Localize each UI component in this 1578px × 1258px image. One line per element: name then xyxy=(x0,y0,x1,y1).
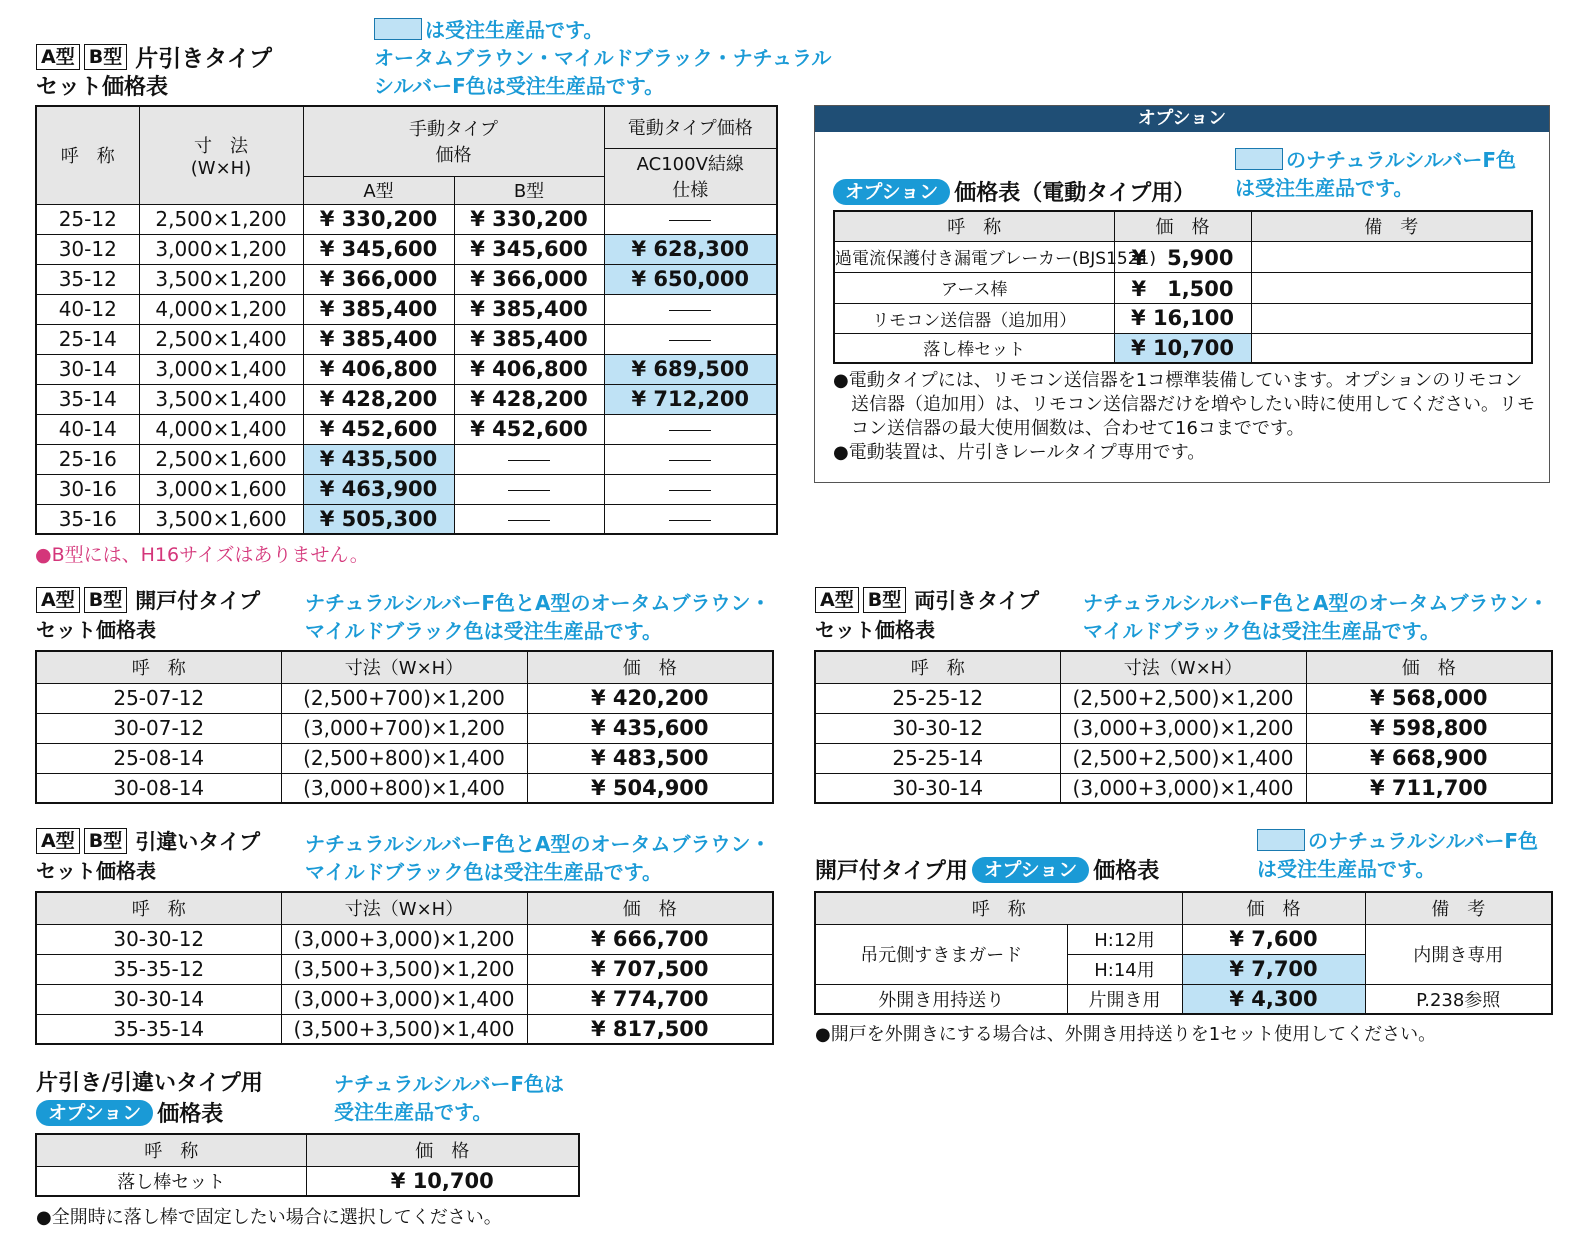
row-price-electric: ¥ 689,500 xyxy=(604,354,777,384)
kaito-option-note: ●開戸を外開きにする場合は、外開き用持送りを1セット使用してください。 xyxy=(815,1024,1437,1045)
row-price: ¥ 598,800 xyxy=(1306,713,1552,743)
table-row xyxy=(36,773,773,803)
row-name: 25-07-12 xyxy=(36,683,281,713)
row-price-electric xyxy=(604,204,777,234)
row-size: (3,000+3,000)×1,200 xyxy=(1060,713,1306,743)
katabiki-heading xyxy=(36,40,272,73)
option-row-name: リモコン送信器（追加用） xyxy=(834,303,1114,333)
row-size: 2,500×1,200 xyxy=(139,204,303,234)
row-price-a: ¥ 435,500 xyxy=(303,444,454,474)
row-price-b: ¥ 452,600 xyxy=(454,414,604,444)
header-a-type: A型 xyxy=(303,176,454,204)
katabiki-option-blue-note: ナチュラルシルバーF色は 受注生産品です。 xyxy=(334,1072,565,1124)
row-name: 25-14 xyxy=(36,324,139,354)
row-size: 3,500×1,600 xyxy=(139,504,303,534)
ryobiki-rows xyxy=(815,683,1552,803)
header-name: 呼 称 xyxy=(36,106,139,204)
option-pill: オプション xyxy=(833,179,950,205)
row-name: 30-14 xyxy=(36,354,139,384)
row-price-b xyxy=(454,474,604,504)
guard-h14-price: ¥ 7,700 xyxy=(1182,954,1365,984)
table-row xyxy=(36,984,773,1014)
katabiki-option-header-price: 価 格 xyxy=(306,1134,579,1166)
row-size: 3,000×1,400 xyxy=(139,354,303,384)
row-price-electric: ¥ 712,200 xyxy=(604,384,777,414)
row-name: 30-12 xyxy=(36,234,139,264)
hikichigai-blue-note: ナチュラルシルバーF色とA型のオータムブラウン・ マイルドブラック色は受注生産品です。 xyxy=(305,832,771,884)
tag-a-type: A型 xyxy=(815,587,859,613)
option-row-name: 落し棒セット xyxy=(834,333,1114,363)
row-price-b: ¥ 406,800 xyxy=(454,354,604,384)
row-size: (2,500+700)×1,200 xyxy=(281,683,527,713)
katabiki-price-table xyxy=(35,105,778,535)
row-name: 25-08-14 xyxy=(36,743,281,773)
table-row xyxy=(834,241,1532,272)
katabiki-option-title2: 価格表 xyxy=(157,1102,224,1127)
highlight-swatch xyxy=(374,18,422,40)
kaito-option-header-price: 価 格 xyxy=(1182,892,1365,924)
row-price-electric xyxy=(604,444,777,474)
table-row xyxy=(834,303,1532,333)
kaito-blue-note: ナチュラルシルバーF色とA型のオータムブラウン・ マイルドブラック色は受注生産品です。 xyxy=(305,591,771,643)
katabiki-note: ●B型には、H16サイズはありません。 xyxy=(35,544,369,566)
row-size: (3,000+3,000)×1,400 xyxy=(1060,773,1306,803)
empty-dash xyxy=(669,520,711,521)
mochi-name: 外開き用持送り xyxy=(815,984,1067,1014)
kaito-option-swatch xyxy=(1257,829,1305,851)
row-price-b: ¥ 385,400 xyxy=(454,324,604,354)
katabiki-option-pill: オプション xyxy=(36,1100,153,1126)
katabiki-option-title: 片引き/引違いタイプ用 xyxy=(36,1071,263,1096)
guard-h12-price: ¥ 7,600 xyxy=(1182,924,1365,954)
row-price: ¥ 483,500 xyxy=(527,743,773,773)
row-size: 3,000×1,600 xyxy=(139,474,303,504)
row-price-electric: ¥ 650,000 xyxy=(604,264,777,294)
table-row xyxy=(36,924,773,954)
empty-dash xyxy=(508,460,550,461)
row-price: ¥ 504,900 xyxy=(527,773,773,803)
row-price-a: ¥ 330,200 xyxy=(303,204,454,234)
hikichigai-header-price: 価 格 xyxy=(527,892,773,924)
row-price-a: ¥ 366,000 xyxy=(303,264,454,294)
option-table xyxy=(833,210,1533,364)
kaito-option-pill: オプション xyxy=(972,857,1089,883)
kaito-header-size: 寸法（W×H） xyxy=(281,651,527,683)
row-name: 30-16 xyxy=(36,474,139,504)
guard-h14: H:14用 xyxy=(1067,954,1182,984)
header-ac: AC100V結線 仕様 xyxy=(604,148,777,204)
katabiki-option-title-row xyxy=(36,1097,223,1128)
katabiki-option-note: ●全開時に落し棒で固定したい場合に選択してください。 xyxy=(36,1207,502,1228)
tag-b-type: B型 xyxy=(84,587,127,613)
row-size: (3,000+800)×1,400 xyxy=(281,773,527,803)
tag-b-type: B型 xyxy=(84,828,127,854)
row-size: 4,000×1,400 xyxy=(139,414,303,444)
row-name: 30-30-14 xyxy=(36,984,281,1014)
kaito-title: 開戸付タイプ xyxy=(135,589,261,613)
hikichigai-subtitle: セット価格表 xyxy=(36,859,156,883)
option-row-price: ¥ 5,900 xyxy=(1114,241,1251,272)
kaito-option-table xyxy=(814,891,1553,1015)
option-row-price: ¥ 16,100 xyxy=(1114,303,1251,333)
row-name: 35-12 xyxy=(36,264,139,294)
option-legend: のナチュラルシルバーF色 は受注生産品です。 xyxy=(1235,148,1517,200)
katabiki-option-table xyxy=(35,1133,580,1197)
empty-dash xyxy=(669,310,711,311)
row-price-a: ¥ 345,600 xyxy=(303,234,454,264)
row-name: 30-30-14 xyxy=(815,773,1060,803)
row-size: (3,000+3,000)×1,200 xyxy=(281,924,527,954)
katabiki-option-row-name: 落し棒セット xyxy=(36,1166,306,1196)
table-row xyxy=(36,324,777,354)
ryobiki-header-name: 呼 称 xyxy=(815,651,1060,683)
top-legend-line2: オータムブラウン・マイルドブラック・ナチュラル xyxy=(374,46,832,70)
option-header-note: 備 考 xyxy=(1251,211,1532,241)
option-row-price: ¥ 1,500 xyxy=(1114,272,1251,303)
row-price-electric xyxy=(604,414,777,444)
table-row xyxy=(36,204,777,234)
kaito-subtitle: セット価格表 xyxy=(36,618,156,642)
header-manual: 手動タイプ 価格 xyxy=(303,106,604,176)
row-size: (2,500+2,500)×1,200 xyxy=(1060,683,1306,713)
header-electric: 電動タイプ価格 xyxy=(604,106,777,148)
row-name: 35-14 xyxy=(36,384,139,414)
option-header-price: 価 格 xyxy=(1114,211,1251,241)
empty-dash xyxy=(508,520,550,521)
table-row xyxy=(36,294,777,324)
katabiki-option-header-name: 呼 称 xyxy=(36,1134,306,1166)
row-price: ¥ 666,700 xyxy=(527,924,773,954)
row-price-a: ¥ 452,600 xyxy=(303,414,454,444)
katabiki-subtitle: セット価格表 xyxy=(36,75,169,100)
tag-b-type: B型 xyxy=(863,587,906,613)
row-price: ¥ 774,700 xyxy=(527,984,773,1014)
table-row xyxy=(36,743,773,773)
katabiki-option-row-price: ¥ 10,700 xyxy=(306,1166,579,1196)
ryobiki-header-price: 価 格 xyxy=(1306,651,1552,683)
guard-name: 吊元側すきまガード xyxy=(815,924,1067,984)
kaito-header-name: 呼 称 xyxy=(36,651,281,683)
option-row-note xyxy=(1251,272,1532,303)
header-b-type: B型 xyxy=(454,176,604,204)
row-price-a: ¥ 385,400 xyxy=(303,294,454,324)
table-row xyxy=(36,234,777,264)
option-rows xyxy=(834,241,1532,363)
option-row-note xyxy=(1251,241,1532,272)
row-price-electric: ¥ 628,300 xyxy=(604,234,777,264)
kaito-option-title2: 価格表 xyxy=(1093,859,1160,884)
option-row-name: 過電流保護付き漏電ブレーカー(BJS1521) xyxy=(834,241,1114,272)
row-size: 3,500×1,200 xyxy=(139,264,303,294)
row-price-b: ¥ 366,000 xyxy=(454,264,604,294)
ryobiki-blue-note: ナチュラルシルバーF色とA型のオータムブラウン・ マイルドブラック色は受注生産品です。 xyxy=(1083,591,1549,643)
table-row xyxy=(36,504,777,534)
hikichigai-heading xyxy=(36,826,260,856)
row-name: 25-12 xyxy=(36,204,139,234)
table-row xyxy=(815,743,1552,773)
guard-h12: H:12用 xyxy=(1067,924,1182,954)
kaito-option-legend: のナチュラルシルバーF色 は受注生産品です。 xyxy=(1257,829,1539,881)
option-title-row xyxy=(833,176,1195,207)
table-row xyxy=(815,683,1552,713)
option-notes: ●電動タイプには、リモコン送信器を1コ標準装備しています。オプションのリモコン 送信器（追加用）は、リモコン送信器だけを増やしたい時に使用してください。リモ コン送信器の最大使用個数は、合わせて16コまでです。 ●電動装置は、片引きレールタイプ専用です。 xyxy=(833,370,1535,463)
row-name: 30-30-12 xyxy=(36,924,281,954)
table-row xyxy=(36,683,773,713)
option-title: 価格表（電動タイプ用） xyxy=(954,181,1196,206)
row-price: ¥ 668,900 xyxy=(1306,743,1552,773)
kaito-heading xyxy=(36,585,260,615)
row-name: 35-35-12 xyxy=(36,954,281,984)
row-size: (3,500+3,500)×1,200 xyxy=(281,954,527,984)
row-size: (2,500+800)×1,400 xyxy=(281,743,527,773)
row-size: 4,000×1,200 xyxy=(139,294,303,324)
row-size: 3,000×1,200 xyxy=(139,234,303,264)
row-name: 35-35-14 xyxy=(36,1014,281,1044)
kaito-option-heading xyxy=(815,854,1159,885)
tag-b-type: B型 xyxy=(84,44,127,70)
ryobiki-subtitle: セット価格表 xyxy=(815,618,935,642)
empty-dash xyxy=(669,340,711,341)
tag-a-type: A型 xyxy=(36,44,80,70)
row-price-a: ¥ 428,200 xyxy=(303,384,454,414)
row-price-b xyxy=(454,444,604,474)
hikichigai-header-size: 寸法（W×H） xyxy=(281,892,527,924)
katabiki-rows xyxy=(36,204,777,534)
empty-dash xyxy=(669,490,711,491)
mochi-note: P.238参照 xyxy=(1365,984,1552,1014)
ryobiki-price-table xyxy=(814,650,1553,804)
row-price-electric xyxy=(604,504,777,534)
empty-dash xyxy=(669,430,711,431)
table-row xyxy=(834,333,1532,363)
row-price-b: ¥ 385,400 xyxy=(454,294,604,324)
tag-a-type: A型 xyxy=(36,587,80,613)
top-legend xyxy=(374,16,831,100)
option-row-note xyxy=(1251,333,1532,363)
table-row xyxy=(834,272,1532,303)
row-price-electric xyxy=(604,474,777,504)
table-row xyxy=(36,713,773,743)
empty-dash xyxy=(669,220,711,221)
ryobiki-title: 両引きタイプ xyxy=(914,589,1040,613)
row-price: ¥ 711,700 xyxy=(1306,773,1552,803)
row-price-electric xyxy=(604,324,777,354)
row-name: 30-07-12 xyxy=(36,713,281,743)
kaito-rows xyxy=(36,683,773,803)
kaito-option-header-note: 備 考 xyxy=(1365,892,1552,924)
row-name: 25-16 xyxy=(36,444,139,474)
row-price-b: ¥ 428,200 xyxy=(454,384,604,414)
table-row xyxy=(815,773,1552,803)
mochi-sub: 片開き用 xyxy=(1067,984,1182,1014)
row-size: (3,500+3,500)×1,400 xyxy=(281,1014,527,1044)
row-price-b: ¥ 330,200 xyxy=(454,204,604,234)
hikichigai-price-table xyxy=(35,891,774,1045)
row-price: ¥ 707,500 xyxy=(527,954,773,984)
row-size: (3,000+3,000)×1,400 xyxy=(281,984,527,1014)
mochi-price: ¥ 4,300 xyxy=(1182,984,1365,1014)
top-legend-line1: は受注生産品です。 xyxy=(374,16,831,44)
table-row xyxy=(36,414,777,444)
row-price-b xyxy=(454,504,604,534)
tag-a-type: A型 xyxy=(36,828,80,854)
empty-dash xyxy=(669,460,711,461)
row-size: (2,500+2,500)×1,400 xyxy=(1060,743,1306,773)
option-row-note xyxy=(1251,303,1532,333)
option-bar: オプション xyxy=(815,106,1549,132)
row-price: ¥ 568,000 xyxy=(1306,683,1552,713)
hikichigai-rows xyxy=(36,924,773,1044)
kaito-price-table xyxy=(35,650,774,804)
ryobiki-heading xyxy=(815,585,1039,615)
table-row xyxy=(36,264,777,294)
row-price-a: ¥ 463,900 xyxy=(303,474,454,504)
row-name: 30-08-14 xyxy=(36,773,281,803)
row-price-electric xyxy=(604,294,777,324)
row-price-a: ¥ 505,300 xyxy=(303,504,454,534)
kaito-option-title1: 開戸付タイプ用 xyxy=(815,859,968,884)
top-legend-line3: シルバーF色は受注生産品です。 xyxy=(374,74,665,98)
row-price-b: ¥ 345,600 xyxy=(454,234,604,264)
row-name: 25-25-12 xyxy=(815,683,1060,713)
option-highlight-swatch xyxy=(1235,148,1283,170)
row-price: ¥ 435,600 xyxy=(527,713,773,743)
row-price: ¥ 420,200 xyxy=(527,683,773,713)
table-row xyxy=(36,384,777,414)
row-size: 3,500×1,400 xyxy=(139,384,303,414)
table-row xyxy=(36,1014,773,1044)
option-row-name: アース棒 xyxy=(834,272,1114,303)
row-size: 2,500×1,400 xyxy=(139,324,303,354)
hikichigai-header-name: 呼 称 xyxy=(36,892,281,924)
row-size: (3,000+700)×1,200 xyxy=(281,713,527,743)
guard-note: 内開き専用 xyxy=(1365,924,1552,984)
row-size: 2,500×1,600 xyxy=(139,444,303,474)
row-name: 40-12 xyxy=(36,294,139,324)
hikichigai-title: 引違いタイプ xyxy=(135,830,261,854)
table-row xyxy=(36,354,777,384)
option-row-price: ¥ 10,700 xyxy=(1114,333,1251,363)
option-header-name: 呼 称 xyxy=(834,211,1114,241)
row-price-a: ¥ 385,400 xyxy=(303,324,454,354)
katabiki-title: 片引きタイプ xyxy=(135,46,273,72)
row-name: 35-16 xyxy=(36,504,139,534)
kaito-header-price: 価 格 xyxy=(527,651,773,683)
empty-dash xyxy=(508,490,550,491)
table-row xyxy=(36,954,773,984)
row-name: 40-14 xyxy=(36,414,139,444)
kaito-option-header-name: 呼 称 xyxy=(815,892,1182,924)
ryobiki-header-size: 寸法（W×H） xyxy=(1060,651,1306,683)
table-row xyxy=(36,474,777,504)
row-name: 25-25-14 xyxy=(815,743,1060,773)
table-row xyxy=(36,444,777,474)
row-price: ¥ 817,500 xyxy=(527,1014,773,1044)
option-panel xyxy=(814,105,1550,483)
row-price-a: ¥ 406,800 xyxy=(303,354,454,384)
table-row xyxy=(815,713,1552,743)
header-size: 寸 法 (W×H) xyxy=(139,106,303,204)
row-name: 30-30-12 xyxy=(815,713,1060,743)
